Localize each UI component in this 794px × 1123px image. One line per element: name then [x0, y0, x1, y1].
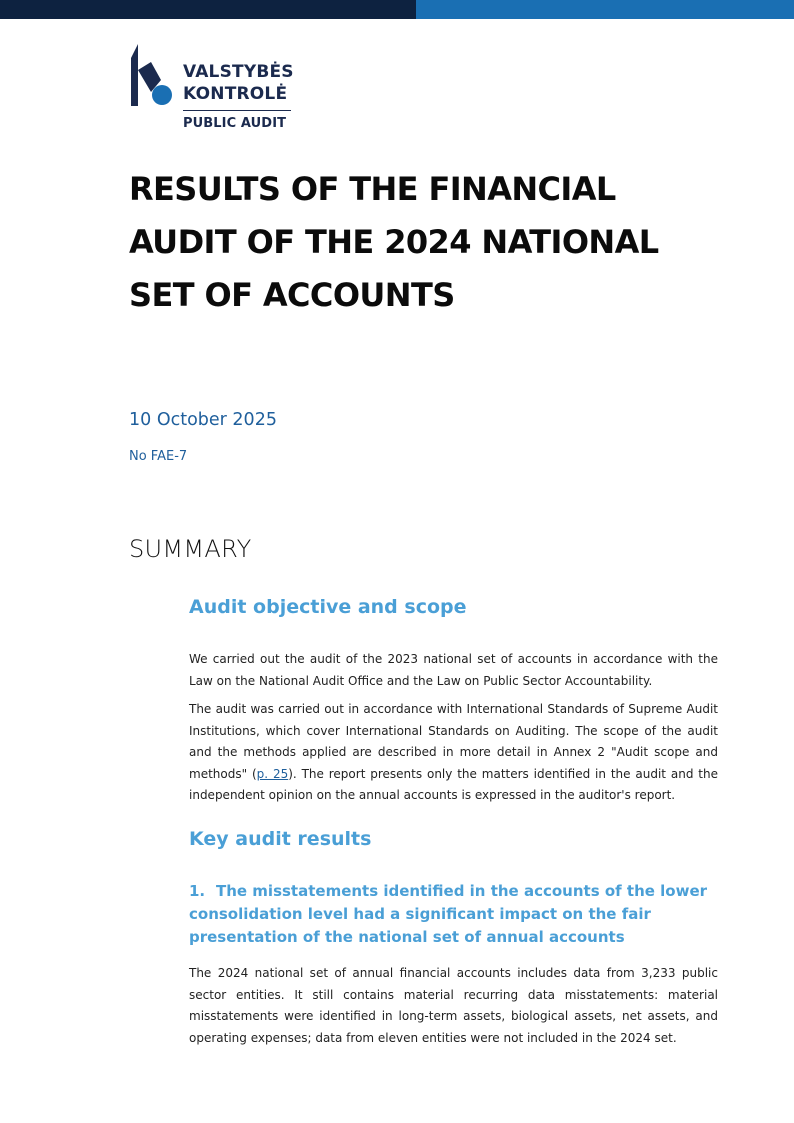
audit-office-logo	[131, 44, 301, 136]
objective-paragraph-2	[189, 699, 718, 807]
logo-divider	[183, 110, 291, 111]
annex-page-link[interactable]: p. 25	[256, 766, 289, 781]
logo-subtitle: PUBLIC AUDIT	[183, 116, 287, 131]
paragraph-text: The audit was carried out in accordance with International Standards of Supreme Audit Institutions, which cover International Standards on Auditing. The scope of the audit and the methods applied are described in more detail in Annex 2 "Audit scope and methods" (	[189, 702, 718, 781]
objective-paragraph-1: We carried out the audit of the 2023 national set of accounts in accordance with the Law on the National Audit Office and the Law on Public Sector Accountability.	[189, 652, 718, 688]
document-number: No FAE-7	[129, 449, 188, 464]
summary-heading: SUMMARY	[129, 535, 252, 563]
logo-line-1: VALSTYBĖS	[183, 62, 294, 82]
report-date: 10 October 2025	[129, 410, 277, 430]
finding-title: The misstatements identified in the accounts of the lower consolidation level had a significant impact on the fair presentation of the national set of annual accounts	[189, 882, 708, 946]
top-bar-light-segment	[416, 0, 794, 19]
logo-line-2: KONTROLĖ	[183, 84, 288, 104]
top-color-bar	[0, 0, 794, 19]
finding-number: 1.	[189, 882, 206, 900]
paragraph-text: ). The report presents only the matters identified in the audit and the independent opinion on the annual accounts is expressed in the auditor's report.	[189, 766, 718, 802]
finding-1-heading	[189, 880, 718, 949]
finding-1-paragraph: The 2024 national set of annual financial accounts includes data from 3,233 public sector entities. It still contains material recurring data misstatements: material misstatements were identified in long-term assets, biological assets, net assets, and operating expenses; data from eleven entities were not included in the 2024 set.	[189, 966, 718, 1045]
logo-mark-icon	[131, 44, 181, 106]
key-results-heading: Key audit results	[189, 828, 372, 850]
objective-scope-heading: Audit objective and scope	[189, 596, 467, 618]
top-bar-dark-segment	[0, 0, 416, 19]
report-title: RESULTS OF THE FINANCIAL AUDIT OF THE 2024 NATIONAL SET OF ACCOUNTS	[129, 170, 659, 314]
